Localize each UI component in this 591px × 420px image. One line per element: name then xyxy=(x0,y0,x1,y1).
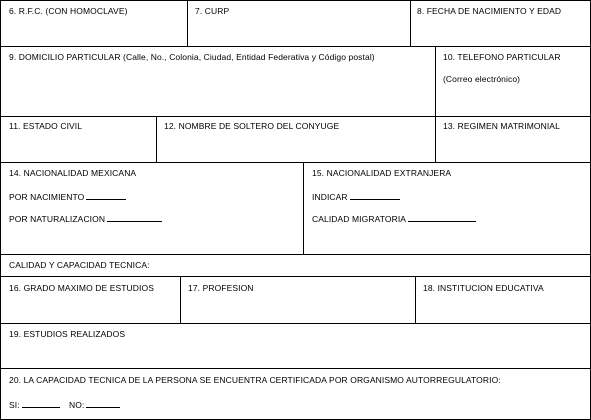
por-nacimiento-label xyxy=(9,191,126,202)
telefono-label: 10. TELEFONO PARTICULAR xyxy=(443,52,561,62)
profesion-label: 17. PROFESION xyxy=(188,283,254,293)
grado-maximo-label: 16. GRADO MAXIMO DE ESTUDIOS xyxy=(9,283,154,293)
indicar-text: INDICAR xyxy=(312,192,348,202)
indicar-blank[interactable] xyxy=(350,191,400,200)
nombre-soltero-label: 12. NOMBRE DE SOLTERO DEL CONYUGE xyxy=(164,121,340,131)
si-text: SI: xyxy=(9,400,20,410)
domicilio-label: 9. DOMICILIO PARTICULAR (Calle, No., Colonia, Ciudad, Entidad Federativa y Código postal) xyxy=(9,52,375,62)
si-blank[interactable] xyxy=(22,399,60,408)
correo-label: (Correo electrónico) xyxy=(443,74,521,84)
estado-civil-label: 11. ESTADO CIVIL xyxy=(9,121,83,131)
capacidad-certificada-label: 20. LA CAPACIDAD TECNICA DE LA PERSONA SE ENCUENTRA CERTIFICADA POR ORGANISMO AUTORREGULATORIO: xyxy=(9,375,501,385)
institucion-educativa-label: 18. INSTITUCION EDUCATIVA xyxy=(423,283,544,293)
por-naturalizacion-label xyxy=(9,213,162,224)
por-naturalizacion-blank[interactable] xyxy=(107,213,162,222)
nacionalidad-mexicana-label: 14. NACIONALIDAD MEXICANA xyxy=(9,168,137,178)
por-nacimiento-blank[interactable] xyxy=(86,191,126,200)
calidad-migratoria-text: CALIDAD MIGRATORIA xyxy=(312,214,407,224)
no-label xyxy=(69,399,120,410)
curp-label: 7. CURP xyxy=(195,6,230,16)
no-text: NO: xyxy=(69,400,85,410)
regimen-matrimonial-label: 13. REGIMEN MATRIMONIAL xyxy=(443,121,560,131)
indicar-label xyxy=(312,191,400,202)
si-label xyxy=(9,399,60,410)
por-nacimiento-text: POR NACIMIENTO xyxy=(9,192,85,202)
calidad-migratoria-blank[interactable] xyxy=(408,213,476,222)
calidad-migratoria-label xyxy=(312,213,476,224)
estudios-realizados-label: 19. ESTUDIOS REALIZADOS xyxy=(9,329,126,339)
rfc-label: 6. R.F.C. (CON HOMOCLAVE) xyxy=(9,6,128,16)
no-blank[interactable] xyxy=(86,399,120,408)
fecha-nacimiento-label: 8. FECHA DE NACIMIENTO Y EDAD xyxy=(417,6,562,16)
calidad-capacidad-label: CALIDAD Y CAPACIDAD TECNICA: xyxy=(9,260,150,270)
nacionalidad-extranjera-label: 15. NACIONALIDAD EXTRANJERA xyxy=(312,168,452,178)
por-naturalizacion-text: POR NATURALIZACION xyxy=(9,214,106,224)
